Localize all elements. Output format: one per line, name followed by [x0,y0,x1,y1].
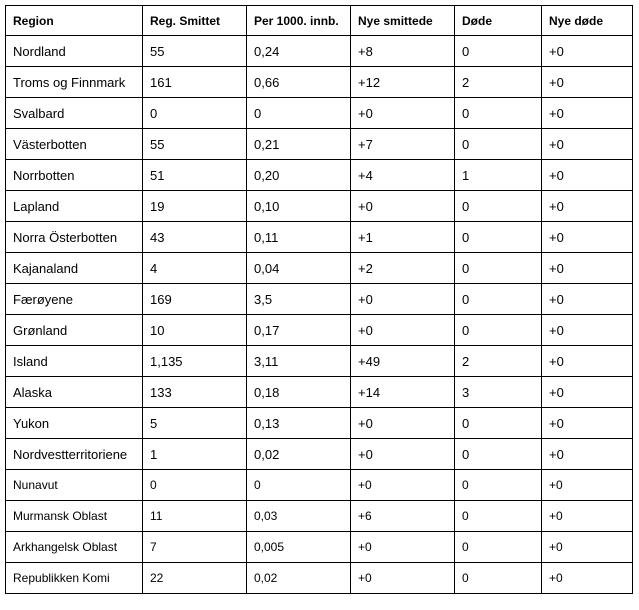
header-new-infected: Nye smittede [351,6,455,36]
cell-new-deaths: +0 [542,346,633,377]
table-row [6,408,633,439]
cell-new-deaths: +0 [542,222,633,253]
cell-region: Alaska [6,377,143,408]
cell-region: Murmansk Oblast [6,501,143,532]
cell-new-infected: +0 [351,408,455,439]
table-row [6,501,633,532]
header-new-deaths: Nye døde [542,6,633,36]
header-row [6,6,633,36]
cell-per-1000: 3,5 [247,284,351,315]
table-row [6,470,633,501]
cell-new-deaths: +0 [542,501,633,532]
cell-new-deaths: +0 [542,470,633,501]
cell-deaths: 0 [455,253,542,284]
cell-new-infected: +0 [351,284,455,315]
header-deaths: Døde [455,6,542,36]
cell-new-infected: +0 [351,470,455,501]
cell-deaths: 0 [455,563,542,594]
cell-region: Kajanaland [6,253,143,284]
cell-new-infected: +0 [351,191,455,222]
cell-region: Svalbard [6,98,143,129]
cell-deaths: 2 [455,67,542,98]
cell-new-deaths: +0 [542,532,633,563]
cell-region: Lapland [6,191,143,222]
cell-region: Grønland [6,315,143,346]
cell-new-infected: +8 [351,36,455,67]
table-row [6,36,633,67]
table-row [6,191,633,222]
cell-deaths: 0 [455,36,542,67]
cell-new-deaths: +0 [542,36,633,67]
cell-new-deaths: +0 [542,191,633,222]
cell-deaths: 0 [455,439,542,470]
cell-new-deaths: +0 [542,377,633,408]
cell-deaths: 0 [455,191,542,222]
cell-per-1000: 0,02 [247,563,351,594]
cell-per-1000: 0,66 [247,67,351,98]
table-row [6,315,633,346]
cell-region: Norra Österbotten [6,222,143,253]
cell-new-infected: +0 [351,532,455,563]
cell-registered-infected: 169 [143,284,247,315]
cell-per-1000: 0,13 [247,408,351,439]
cell-deaths: 0 [455,315,542,346]
cell-registered-infected: 1,135 [143,346,247,377]
cell-registered-infected: 55 [143,129,247,160]
table-row [6,98,633,129]
cell-region: Færøyene [6,284,143,315]
cell-region: Västerbotten [6,129,143,160]
cell-new-deaths: +0 [542,439,633,470]
cell-new-deaths: +0 [542,284,633,315]
cell-deaths: 2 [455,346,542,377]
cell-deaths: 0 [455,470,542,501]
cell-deaths: 0 [455,129,542,160]
cell-region: Troms og Finnmark [6,67,143,98]
cell-per-1000: 0,04 [247,253,351,284]
cell-registered-infected: 161 [143,67,247,98]
table-row [6,346,633,377]
cell-new-infected: +0 [351,98,455,129]
cell-region: Republikken Komi [6,563,143,594]
cell-new-infected: +0 [351,315,455,346]
cell-registered-infected: 4 [143,253,247,284]
cell-registered-infected: 10 [143,315,247,346]
cell-new-infected: +0 [351,563,455,594]
table-row [6,253,633,284]
cell-per-1000: 0,20 [247,160,351,191]
header-registered-infected: Reg. Smittet [143,6,247,36]
cell-new-infected: +14 [351,377,455,408]
cell-new-deaths: +0 [542,98,633,129]
cell-deaths: 0 [455,98,542,129]
cell-deaths: 0 [455,501,542,532]
cell-registered-infected: 43 [143,222,247,253]
cell-per-1000: 0,18 [247,377,351,408]
cell-per-1000: 0,02 [247,439,351,470]
cell-new-deaths: +0 [542,160,633,191]
cell-registered-infected: 11 [143,501,247,532]
cell-new-deaths: +0 [542,67,633,98]
cell-deaths: 0 [455,532,542,563]
cell-deaths: 3 [455,377,542,408]
cell-new-infected: +0 [351,439,455,470]
cell-per-1000: 0,17 [247,315,351,346]
cell-new-deaths: +0 [542,129,633,160]
cell-registered-infected: 19 [143,191,247,222]
header-region: Region [6,6,143,36]
cell-per-1000: 3,11 [247,346,351,377]
cell-region: Nunavut [6,470,143,501]
header-per-1000: Per 1000. innb. [247,6,351,36]
cell-region: Nordland [6,36,143,67]
cell-new-deaths: +0 [542,315,633,346]
cell-registered-infected: 133 [143,377,247,408]
cell-registered-infected: 7 [143,532,247,563]
cell-registered-infected: 22 [143,563,247,594]
covid-region-table [5,5,633,594]
cell-deaths: 0 [455,408,542,439]
cell-registered-infected: 55 [143,36,247,67]
cell-region: Nordvestterritoriene [6,439,143,470]
cell-registered-infected: 5 [143,408,247,439]
cell-new-infected: +4 [351,160,455,191]
table-row [6,377,633,408]
table-row [6,532,633,563]
table-row [6,160,633,191]
cell-registered-infected: 0 [143,98,247,129]
cell-per-1000: 0,11 [247,222,351,253]
cell-registered-infected: 0 [143,470,247,501]
table-body [6,36,633,594]
cell-deaths: 0 [455,222,542,253]
table-row [6,67,633,98]
cell-new-infected: +12 [351,67,455,98]
cell-deaths: 0 [455,284,542,315]
cell-per-1000: 0,005 [247,532,351,563]
cell-registered-infected: 1 [143,439,247,470]
cell-new-infected: +1 [351,222,455,253]
cell-new-deaths: +0 [542,563,633,594]
cell-deaths: 1 [455,160,542,191]
cell-new-infected: +6 [351,501,455,532]
cell-region: Norrbotten [6,160,143,191]
cell-new-infected: +2 [351,253,455,284]
cell-region: Arkhangelsk Oblast [6,532,143,563]
cell-new-deaths: +0 [542,253,633,284]
table-row [6,439,633,470]
cell-per-1000: 0,24 [247,36,351,67]
cell-region: Island [6,346,143,377]
cell-region: Yukon [6,408,143,439]
cell-per-1000: 0,03 [247,501,351,532]
table-row [6,222,633,253]
cell-new-infected: +49 [351,346,455,377]
table-row [6,129,633,160]
cell-per-1000: 0 [247,98,351,129]
table-row [6,284,633,315]
cell-new-infected: +7 [351,129,455,160]
cell-registered-infected: 51 [143,160,247,191]
cell-per-1000: 0 [247,470,351,501]
cell-per-1000: 0,10 [247,191,351,222]
table-row [6,563,633,594]
cell-new-deaths: +0 [542,408,633,439]
cell-per-1000: 0,21 [247,129,351,160]
